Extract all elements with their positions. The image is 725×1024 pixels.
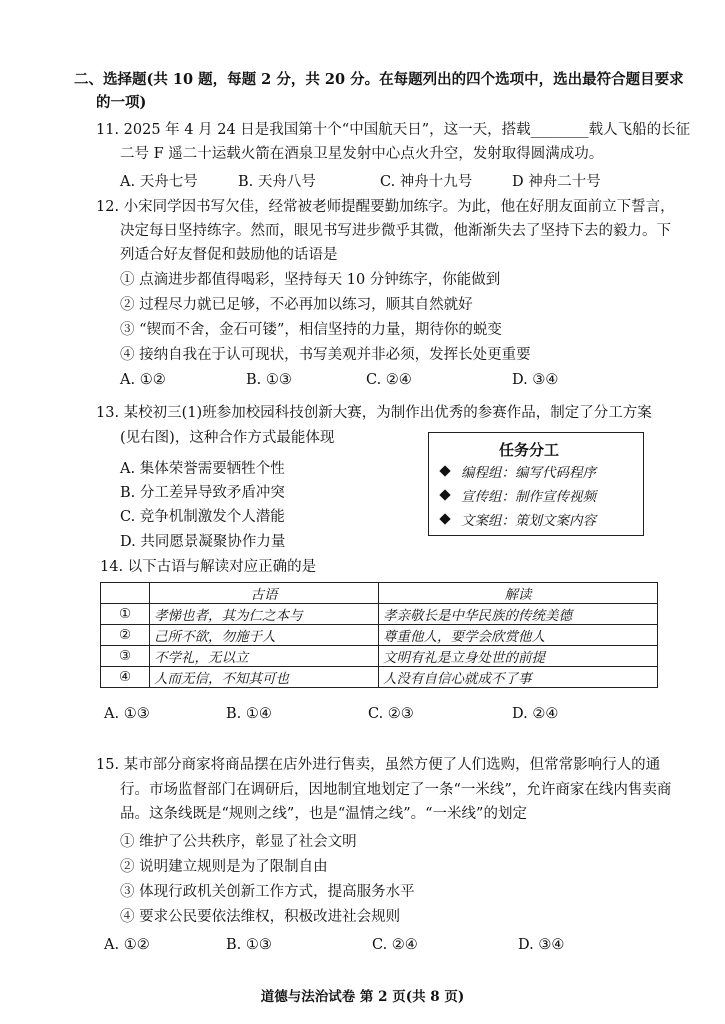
interpretation-cell: 孝亲敬长是中华民族的传统美德 — [379, 604, 658, 625]
interpretation-cell: 尊重他人，要学会欣赏他人 — [379, 625, 658, 646]
q12-item-1: ① 点滴进步都值得喝彩，坚持每天 10 分钟练字，你能做到 — [120, 272, 501, 288]
q12-option-c[interactable]: C. ②④ — [366, 372, 412, 388]
q14-option-c[interactable]: C. ②③ — [368, 706, 414, 722]
diamond-bullet-icon — [439, 513, 450, 524]
q12-stem-1: 12. 小宋同学因书写欠佳，经常被老师提醒要勤加练字。为此，他在好朋友面前立下誓言， — [96, 199, 675, 215]
task-division-box — [428, 432, 644, 536]
q12-item-4: ④ 接纳自我在于认可现状，书写美观并非必须，发挥长处更重要 — [120, 347, 531, 363]
q14-option-b[interactable]: B. ①④ — [226, 706, 272, 722]
q13-option-a[interactable]: A. 集体荣誉需要牺牲个性 — [120, 461, 285, 477]
q11-stem-2: 二号 F 遥二十运载火箭在酒泉卫星发射中心点火升空，发射取得圆满成功。 — [120, 146, 604, 162]
q14-option-a[interactable]: A. ①③ — [104, 706, 150, 722]
q11-stem-1: 11. 2025 年 4 月 24 日是我国第十个“中国航天日”，这一天，搭载________载人飞船的长征 — [96, 122, 691, 138]
q11-option-c[interactable]: C. 神舟十九号 — [380, 174, 473, 190]
task-item-programming: 编程组：编写代码程序 — [461, 465, 596, 481]
table-header-interpretation: 解读 — [379, 583, 658, 604]
table-header-saying: 古语 — [150, 583, 379, 604]
q15-item-3: ③ 体现行政机关创新工作方式，提高服务水平 — [120, 884, 415, 900]
section-heading: 二、选择题(共 10 题，每题 2 分，共 20 分。在每题列出的四个选项中，选出最符合题目要求 — [74, 71, 684, 88]
q13-stem-2: (见右图)，这种合作方式最能体现 — [120, 430, 335, 446]
q15-item-1: ① 维护了公共秩序，彰显了社会文明 — [120, 834, 357, 850]
q15-option-b[interactable]: B. ①③ — [226, 937, 272, 953]
q12-option-b[interactable]: B. ①③ — [246, 372, 292, 388]
interpretation-cell: 文明有礼是立身处世的前提 — [379, 646, 658, 667]
row-number: ② — [101, 625, 150, 646]
q12-option-d[interactable]: D. ③④ — [512, 372, 559, 388]
table-row — [101, 646, 658, 667]
q12-stem-3: 列适合好友督促和鼓励他的话语是 — [120, 247, 338, 263]
q15-option-c[interactable]: C. ②④ — [372, 937, 418, 953]
q13-option-c[interactable]: C. 竞争机制激发个人潜能 — [120, 509, 285, 525]
task-item-publicity: 宣传组：制作宣传视频 — [461, 489, 596, 505]
saying-cell: 不学礼，无以立 — [150, 646, 379, 667]
q15-item-2: ② 说明建立规则是为了限制自由 — [120, 859, 328, 875]
q11-option-a[interactable]: A. 天舟七号 — [120, 174, 198, 190]
table-header-row — [101, 583, 658, 604]
table-row — [101, 625, 658, 646]
diamond-bullet-icon — [439, 465, 450, 476]
row-number: ④ — [101, 667, 150, 688]
q14-table — [100, 582, 658, 688]
q12-item-3: ③ “锲而不舍，金石可镂”，相信坚持的力量，期待你的蜕变 — [120, 322, 502, 338]
q12-item-2: ② 过程尽力就已足够，不必再加以练习，顺其自然就好 — [120, 297, 473, 313]
table-row — [101, 667, 658, 688]
q13-option-b[interactable]: B. 分工差异导致矛盾冲突 — [120, 485, 285, 501]
row-number: ① — [101, 604, 150, 625]
interpretation-cell: 人没有自信心就成不了事 — [379, 667, 658, 688]
q15-item-4: ④ 要求公民要依法维权，积极改进社会规则 — [120, 909, 401, 925]
q15-stem-3: 品。这条线既是“规则之线”，也是“温情之线”。“一米线”的划定 — [120, 806, 527, 822]
q14-stem: 14. 以下古语与解读对应正确的是 — [100, 559, 317, 575]
q15-option-d[interactable]: D. ③④ — [518, 937, 565, 953]
task-division-title: 任务分工 — [499, 441, 560, 459]
task-item-copywriting: 文案组：策划文案内容 — [461, 513, 596, 529]
saying-cell: 己所不欲，勿施于人 — [150, 625, 379, 646]
page-footer: 道德与法治试卷 第 2 页(共 8 页) — [260, 989, 465, 1005]
q12-option-a[interactable]: A. ①② — [120, 372, 166, 388]
q13-option-d[interactable]: D. 共同愿景凝聚协作力量 — [120, 534, 286, 550]
q12-stem-2: 决定每日坚持练字。然而，眼见书写进步微乎其微，他渐渐失去了坚持下去的毅力。下 — [120, 223, 671, 239]
q11-option-d[interactable]: D 神舟二十号 — [512, 174, 601, 190]
saying-cell: 孝悌也者，其为仁之本与 — [150, 604, 379, 625]
table-header-num — [101, 583, 150, 604]
q15-stem-2: 行。市场监督部门在调研后，因地制宜地划定了一条“一米线”，允许商家在线内售卖商 — [120, 782, 672, 798]
q15-option-a[interactable]: A. ①② — [104, 937, 150, 953]
q15-stem-1: 15. 某市部分商家将商品摆在店外进行售卖，虽然方便了人们选购，但常常影响行人的通 — [96, 757, 661, 773]
table-row — [101, 604, 658, 625]
q11-option-b[interactable]: B. 天舟八号 — [238, 174, 316, 190]
section-heading-cont: 的一项) — [96, 94, 147, 111]
saying-cell: 人而无信，不知其可也 — [150, 667, 379, 688]
diamond-bullet-icon — [439, 489, 450, 500]
q14-option-d[interactable]: D. ②④ — [512, 706, 559, 722]
q13-stem-1: 13. 某校初三(1)班参加校园科技创新大赛，为制作出优秀的参赛作品，制定了分工方案 — [96, 405, 652, 421]
row-number: ③ — [101, 646, 150, 667]
